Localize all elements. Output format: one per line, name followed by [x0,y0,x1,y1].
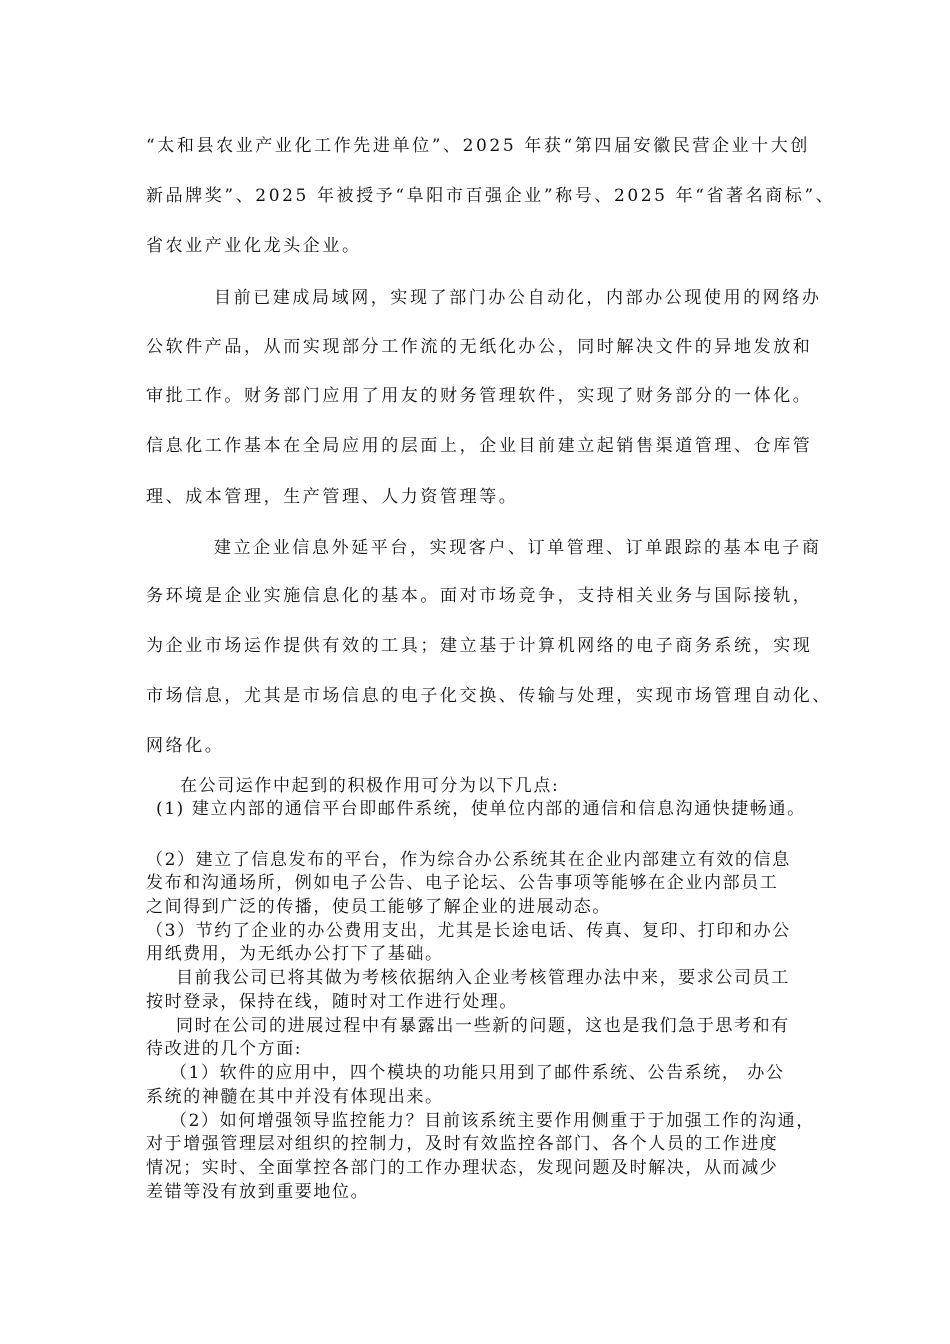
text-line: 新品牌奖”、2025 年被授予“阜阳市百强企业”称号、2025 年“省著名商标”、 [146,186,836,206]
text-line: “太和县农业产业化工作先进单位”、2025 年获“第四届安徽民营企业十大创 [146,136,810,156]
text-line: 待改进的几个方面: [146,1039,303,1059]
text-line: （2）如何增强领导监控能力？目前该系统主要作用侧重于于加强工作的沟通， [170,1111,815,1131]
text-line: 建立企业信息外延平台，实现客户、订单管理、订单跟踪的基本电子商 [214,538,822,558]
text-line: 网络化。 [146,736,225,756]
text-line: （2）建立了信息发布的平台，作为综合办公系统其在企业内部建立有效的信息 [146,850,791,870]
text-line: 信息化工作基本在全局应用的层面上，企业目前建立起销售渠道管理、仓库管 [146,436,813,456]
text-line: （1）软件的应用中，四个模块的功能只用到了邮件系统、公告系统， 办公 [170,1063,785,1083]
text-line: 情况；实时、全面掌控各部门的工作办理状态，发现问题及时解决，从而减少 [146,1158,779,1178]
text-line: 市场信息，尤其是市场信息的电子化交换、传输与处理，实现市场管理自动化、 [146,686,832,706]
text-line: 目前我公司已将其做为考核依据纳入企业考核管理办法中来，要求公司员工 [176,968,790,988]
text-line: 差错等没有放到重要地位。 [146,1182,370,1202]
text-line: 为企业市场运作提供有效的工具；建立基于计算机网络的电子商务系统，实现 [146,636,813,656]
text-line: 对于增强管理层对组织的控制力，及时有效监控各部门、各个人员的工作进度 [146,1134,779,1154]
text-line: 审批工作。财务部门应用了用友的财务管理软件，实现了财务部分的一体化。 [146,386,813,406]
text-line: 理、成本管理，生产管理、人力资管理等。 [146,487,519,507]
text-line: 公软件产品，从而实现部分工作流的无纸化办公，同时解决文件的异地发放和 [146,337,813,357]
benefit-item-1: (1) 建立内部的通信平台即邮件系统，使单位内部的通信和信息沟通快捷畅通。 [156,799,806,819]
text-line: 之间得到广泛的传播，使员工能够了解企业的进展动态。 [146,897,611,917]
text-line: 务环境是企业实施信息化的基本。面对市场竞争，支持相关业务与国际接轨， [146,586,813,606]
benefits-intro: 在公司运作中起到的积极作用可分为以下几点: [180,776,560,796]
text-line: 省农业产业化龙头企业。 [146,236,362,256]
text-line: 按时登录，保持在线，随时对工作进行处理。 [146,992,518,1012]
text-line: 用纸费用，为无纸办公打下了基础。 [146,944,444,964]
text-line: 发布和沟通场所，例如电子公告、电子论坛、公告事项等能够在企业内部员工 [146,873,779,893]
text-line: 系统的神髓在其中并没有体现出来。 [146,1087,444,1107]
text-line: 目前已建成局域网，实现了部门办公自动化，内部办公现使用的网络办 [214,288,822,308]
text-line: （3）节约了企业的办公费用支出，尤其是长途电话、传真、复印、打印和办公 [146,921,791,941]
text-line: 同时在公司的进展过程中有暴露出一些新的问题，这也是我们急于思考和有 [176,1016,790,1036]
